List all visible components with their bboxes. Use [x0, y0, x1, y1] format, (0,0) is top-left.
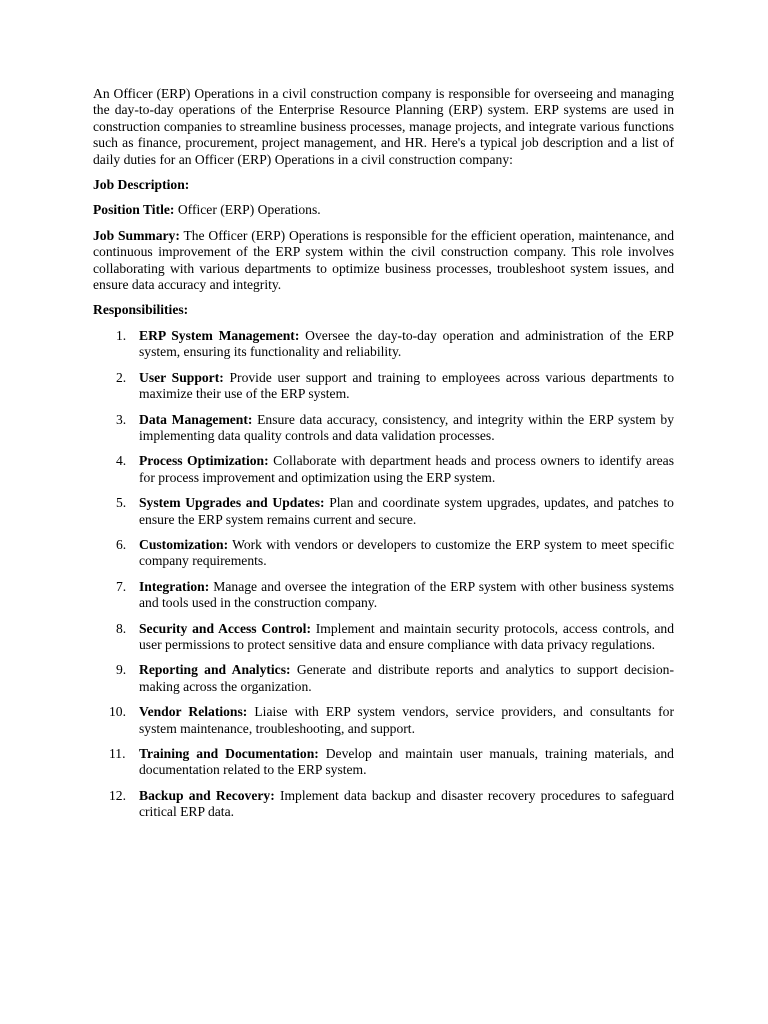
list-item-text: Develop and maintain user manuals, training materials, and documentation related to the ERP system.: [139, 746, 674, 778]
intro-paragraph: An Officer (ERP) Operations in a civil construction company is responsible for overseeing and managing the day-to-day operations of the Enterprise Resource Planning (ERP) system. ERP systems are used in construction companies to streamline business processes, manage projects, and integrate various functions such as finance, procurement, project management, and HR. Here's a typical job description and a list of daily duties for an Officer (ERP) Operations in a civil construction company:: [93, 86, 674, 167]
list-item: [93, 662, 674, 695]
list-item-term: Integration:: [139, 578, 210, 594]
list-item-number: 7.: [116, 578, 127, 594]
list-item-term: Backup and Recovery:: [139, 787, 275, 803]
list-item-number: 12.: [109, 787, 126, 803]
list-item-term: User Support:: [139, 369, 224, 385]
list-item-text: Ensure data accuracy, consistency, and integrity within the ERP system by implementing data quality controls and data validation processes.: [139, 411, 675, 443]
responsibilities-list: [93, 328, 674, 821]
list-item-term: Training and Documentation:: [139, 746, 319, 761]
job-description-heading: Job Description:: [93, 177, 190, 193]
list-item-text: Oversee the day-to-day operation and administration of the ERP system, ensuring its functionality and reliability.: [139, 327, 674, 360]
list-item-number: 8.: [116, 620, 127, 636]
list-item: [93, 328, 674, 361]
list-item: [93, 412, 674, 445]
list-item: [93, 788, 674, 821]
list-item-term: Data Management:: [139, 411, 253, 427]
list-item: [93, 370, 674, 403]
list-item-text: Liaise with ERP system vendors, service providers, and consultants for system maintenance, troubleshooting, and support.: [139, 704, 674, 736]
list-item-number: 5.: [116, 495, 127, 511]
list-item-text: Manage and oversee the integration of the ERP system with other business systems and tools used in the construction company.: [139, 578, 674, 611]
list-item-term: ERP System Management:: [139, 327, 300, 343]
list-item-term: Process Optimization:: [139, 453, 269, 469]
job-summary-label: Job Summary:: [93, 227, 180, 243]
list-item-term: Vendor Relations:: [139, 704, 248, 720]
list-item-text: Generate and distribute reports and analytics to support decision-making across the organization.: [139, 662, 674, 694]
list-item: [93, 704, 674, 737]
responsibilities-heading: Responsibilities:: [93, 302, 189, 318]
position-title-value: Officer (ERP) Operations.: [174, 202, 321, 218]
list-item: [93, 453, 674, 486]
list-item-text: Collaborate with department heads and process owners to identify areas for process improvement and optimization using the ERP system.: [139, 453, 674, 485]
list-item-number: 1.: [116, 327, 127, 343]
list-item-term: Security and Access Control:: [139, 620, 311, 636]
list-item-number: 3.: [116, 411, 127, 427]
list-item: [93, 537, 674, 570]
list-item-number: 2.: [116, 369, 127, 385]
list-item-number: 10.: [109, 704, 126, 720]
list-item-number: 4.: [116, 453, 127, 469]
list-item: [93, 579, 674, 612]
position-title-paragraph: [93, 202, 674, 218]
list-item-term: System Upgrades and Updates:: [139, 495, 325, 511]
list-item: [93, 495, 674, 528]
list-item-number: 6.: [116, 536, 127, 552]
job-summary-paragraph: [93, 228, 674, 294]
list-item-text: Provide user support and training to employees across various departments to maximize their use of the ERP system.: [139, 369, 675, 402]
list-item-term: Customization:: [139, 536, 229, 552]
position-title-label: Position Title:: [93, 202, 175, 218]
job-summary-value: The Officer (ERP) Operations is responsible for the efficient operation, maintenance, and continuous improvement of the ERP system within the civil construction company. This role involves collaborating with various departments to optimize business processes, troubleshoot system issues, and ensure data accuracy and integrity.: [93, 227, 674, 293]
list-item-number: 9.: [116, 662, 127, 678]
list-item-term: Reporting and Analytics:: [139, 662, 291, 678]
list-item-number: 11.: [109, 746, 126, 761]
list-item-text: Plan and coordinate system upgrades, updates, and patches to ensure the ERP system remains current and secure.: [139, 495, 674, 527]
list-item: [93, 746, 674, 779]
list-item-text: Implement data backup and disaster recovery procedures to safeguard critical ERP data.: [139, 787, 674, 820]
list-item-text: Implement and maintain security protocols, access controls, and user permissions to protect sensitive data and ensure compliance with data privacy regulations.: [139, 620, 674, 652]
document-page: [93, 86, 674, 830]
list-item-text: Work with vendors or developers to customize the ERP system to meet specific company requirements.: [139, 536, 674, 569]
list-item: [93, 621, 674, 654]
